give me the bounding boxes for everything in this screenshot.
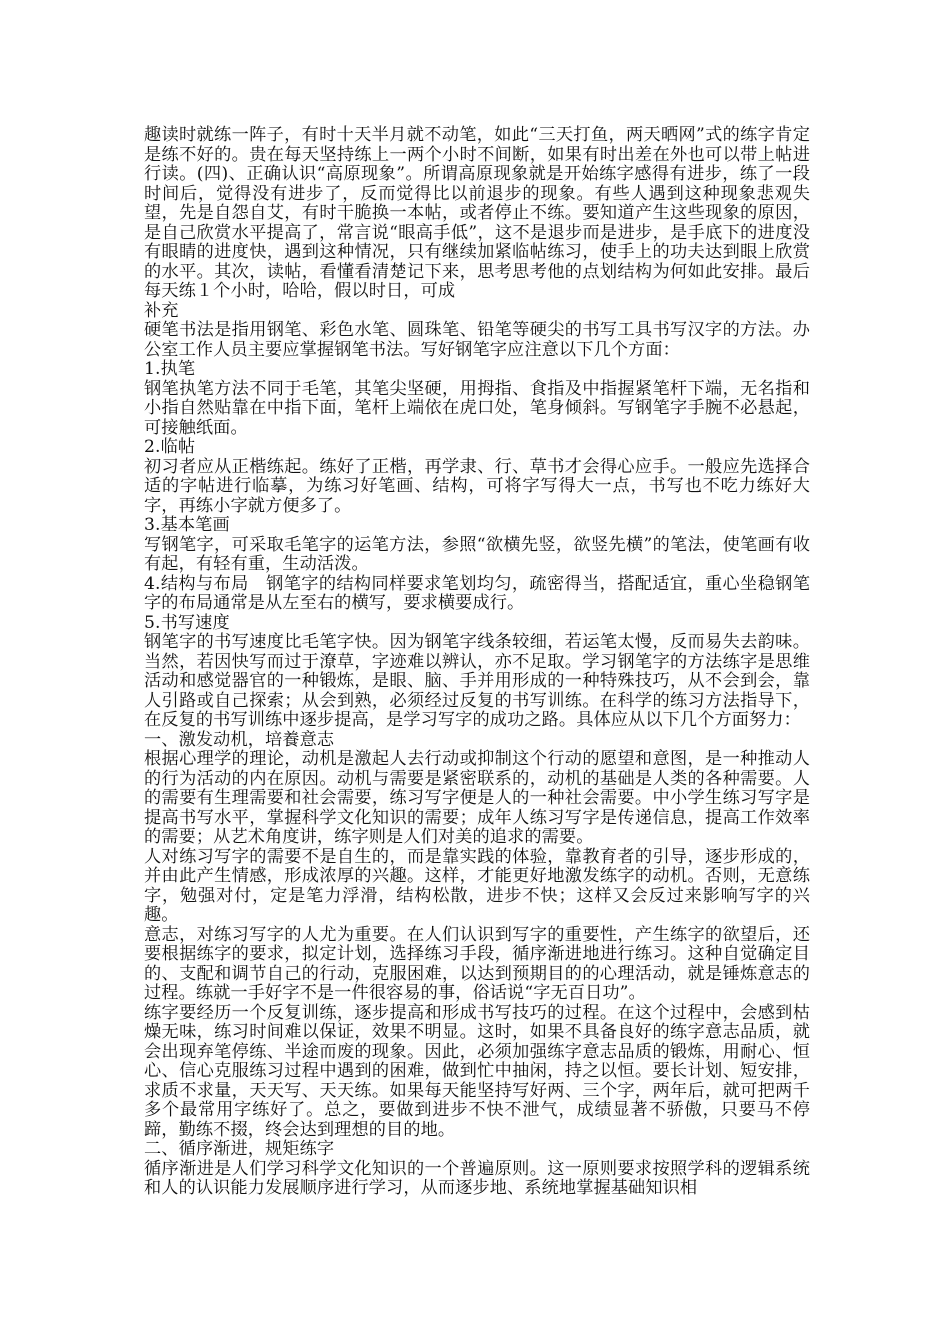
paragraph-copying: 初习者应从正楷练起。练好了正楷，再学隶、行、草书才会得心应手。一般应先选择合适的字帖进行临摹，为练习好笔画、结构，可将字写得大一点，书写也不吃力练好大字，再练小字就方便多了。 (144, 456, 810, 516)
paragraph-motivation: 根据心理学的理论，动机是激起人去行动或抑制这个行动的愿望和意图，是一种推动人的行为活动的内在原因。动机与需要是紧密联系的，动机的基础是人类的各种需要。人的需要有生理需要和社会需要，练习写字便是人的一种社会需要。中小学生练习写字是提高书写水平，掌握科学文化知识的需要；成年人练习写字是传递信息，提高工作效率的需要；从艺术角度讲，练字则是人们对美的追求的需要。 (144, 749, 810, 847)
heading-basic-strokes: 3.基本笔画 (144, 515, 230, 535)
heading-supplement: 补充 (144, 300, 179, 321)
paragraph-repeated-training: 练字要经历一个反复训练，逐步提高和形成书写技巧的过程。在这个过程中，会感到枯燥无味，练习时间难以保证，效果不明显。这时，如果不具备良好的练字意志品质，就会出现弃笔停练、半途而废的现象。因此，必须加强练字意志品质的锻炼，用耐心、恒心、信心克服练习过程中遇到的困难，做到忙中抽闲，持之以恒。要长计划、短安排，求质不求量，天天写、天天练。如果每天能坚持写好两、三个字，两年后，就可把两千多个最常用字练好了。总之，要做到进步不快不泄气，成绩显著不骄傲，只要马不停蹄，勤练不掇，终会达到理想的目的地。 (144, 1002, 810, 1140)
paragraph-writing-speed: 钢笔字的书写速度比毛笔字快。因为钢笔字线条较细，若运笔太慢，反而易失去韵味。当然，若因快写而过于潦草，字迹难以辨认，亦不足取。学习钢笔字的方法练字是思维活动和感觉器官的一种锻炼，是眼、脑、手并用形成的一种特殊技巧，从不会到会，靠人引路或自己探索；从会到熟，必须经过反复的书写训练。在科学的练习方法指导下，在反复的书写训练中逐步提高，是学习写字的成功之路。具体应从以下几个方面努力： (144, 632, 810, 730)
document-page (144, 126, 810, 1199)
heading-motivation-will: 一、激发动机，培養意志 (144, 729, 335, 750)
heading-holding-pen: 1.执笔 (144, 359, 196, 379)
paragraph-practice-persistence: 趣读时就练一阵子，有时十天半月就不动笔，如此“三天打鱼，两天晒网”式的练字肯定是练不好的。贵在每天坚持练上一两个小时不间断，如果有时出差在外也可以带上帖进行读。(四)、正确认识“高原现象”。所谓高原现象就是开始练字感得有进步，练了一段时间后，觉得没有进步了，反而觉得比以前退步的现象。有些人遇到这种现象悲观失望，先是自怨自艾，有时干脆换一本帖，或者停止不练。要知道产生这些现象的原因，是自己欣赏水平提高了，常言说“眼高手低”，这不是退步而是进步，是手底下的进度没有眼睛的进度快，遇到这种情况，只有继续加紧临帖练习，使手上的功夫达到眼上欣赏的水平。其次，读帖，看懂看清楚记下来，思考思考他的点划结构为何如此安排。最后每天练１个小时，哈哈，假以时日，可成 (144, 125, 810, 301)
paragraph-willpower: 意志，对练习写字的人尤为重要。在人们认识到写字的重要性，产生练字的欲望后，还要根据练字的要求，拟定计划，选择练习手段，循序渐进地进行练习。这种自觉确定目的、支配和调节自己的行动，克服困难，以达到预期目的的心理活动，就是锤炼意志的过程。练就一手好字不是一件很容易的事，俗话说“字无百日功”。 (144, 924, 810, 1003)
paragraph-basic-strokes: 写钢笔字，可采取毛笔字的运笔方法，参照“欲横先竖，欲竖先横”的笔法，使笔画有收有起，有轻有重，生动活泼。 (144, 534, 810, 574)
paragraph-holding-pen: 钢笔执笔方法不同于毛笔，其笔尖坚硬，用拇指、食指及中指握紧笔杆下端，无名指和小指自然贴靠在中指下面，笔杆上端依在虎口处，笔身倾斜。写钢笔字手腕不必悬起，可接触纸面。 (144, 378, 810, 438)
heading-step-by-step: 二、循序渐进，规矩练字 (144, 1139, 335, 1159)
paragraph-hard-pen-intro: 硬笔书法是指用钢笔、彩色水笔、圆珠笔、铅笔等硬尖的书写工具书写汉字的方法。办公室工作人员主要应掌握钢笔书法。写好钢笔字应注意以下几个方面： (144, 320, 810, 360)
paragraph-step-by-step: 循序渐进是人们学习科学文化知识的一个普遍原则。这一原则要求按照学科的逻辑系统和人的认识能力发展顺序进行学习，从而逐步地、系统地掌握基础知识相 (144, 1158, 810, 1198)
heading-writing-speed: 5.书写速度 (144, 612, 230, 633)
paragraph-structure-layout: 4.结构与布局 钢笔字的结构同样要求笔划均匀，疏密得当，搭配适宜，重心坐稳钢笔字的布局通常是从左至右的横写，要求横要成行。 (144, 573, 810, 613)
heading-copying: 2.临帖 (144, 437, 196, 457)
paragraph-need-not-innate: 人对练习写字的需要不是自生的，而是靠实践的体验，靠教育者的引导，逐步形成的，并由此产生情感，形成浓厚的兴趣。这样，才能更好地激发练字的动机。否则，无意练字，勉强对付，定是笔力浮滑，结构松散，进步不快；这样又会反过来影响写字的兴趣。 (144, 846, 810, 925)
